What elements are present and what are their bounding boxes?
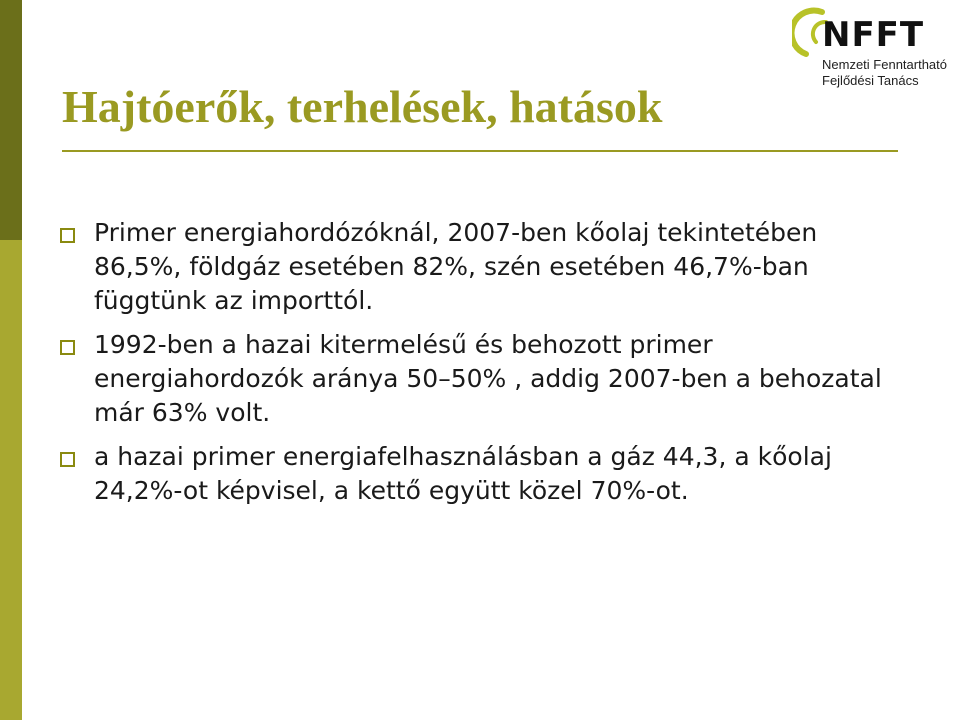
bullet-text: a hazai primer energiafelhasználásban a gáz 44,3, a kőolaj 24,2%-ot képvisel, a kettő együtt közel 70%-ot. [94, 442, 832, 505]
decorative-side-bar [0, 0, 22, 720]
logo-subtitle-line1: Nemzeti Fenntartható [822, 57, 948, 72]
list-item [58, 328, 898, 430]
hollow-square-icon [60, 340, 75, 355]
bullet-list [58, 216, 898, 518]
title-divider [62, 150, 898, 152]
logo-wordmark: NFFT [822, 15, 925, 55]
hollow-square-icon [60, 452, 75, 467]
list-item [58, 440, 898, 508]
hollow-square-icon [60, 228, 75, 243]
side-bar-light-segment [0, 240, 22, 720]
side-bar-dark-segment [0, 0, 22, 240]
nfft-logo [792, 4, 960, 90]
logo-subtitle-line2: Fejlődési Tanács [822, 73, 919, 88]
bullet-text: Primer energiahordózóknál, 2007-ben kőolaj tekintetében 86,5%, földgáz esetében 82%, szén esetében 46,7%-ban függtünk az importtól. [94, 218, 818, 315]
slide-title: Hajtóerők, terhelések, hatások [62, 81, 663, 132]
list-item [58, 216, 898, 318]
bullet-text: 1992-ben a hazai kitermelésű és behozott primer energiahordozók aránya 50–50% , addig 2007-ben a behozatal már 63% volt. [94, 330, 882, 427]
